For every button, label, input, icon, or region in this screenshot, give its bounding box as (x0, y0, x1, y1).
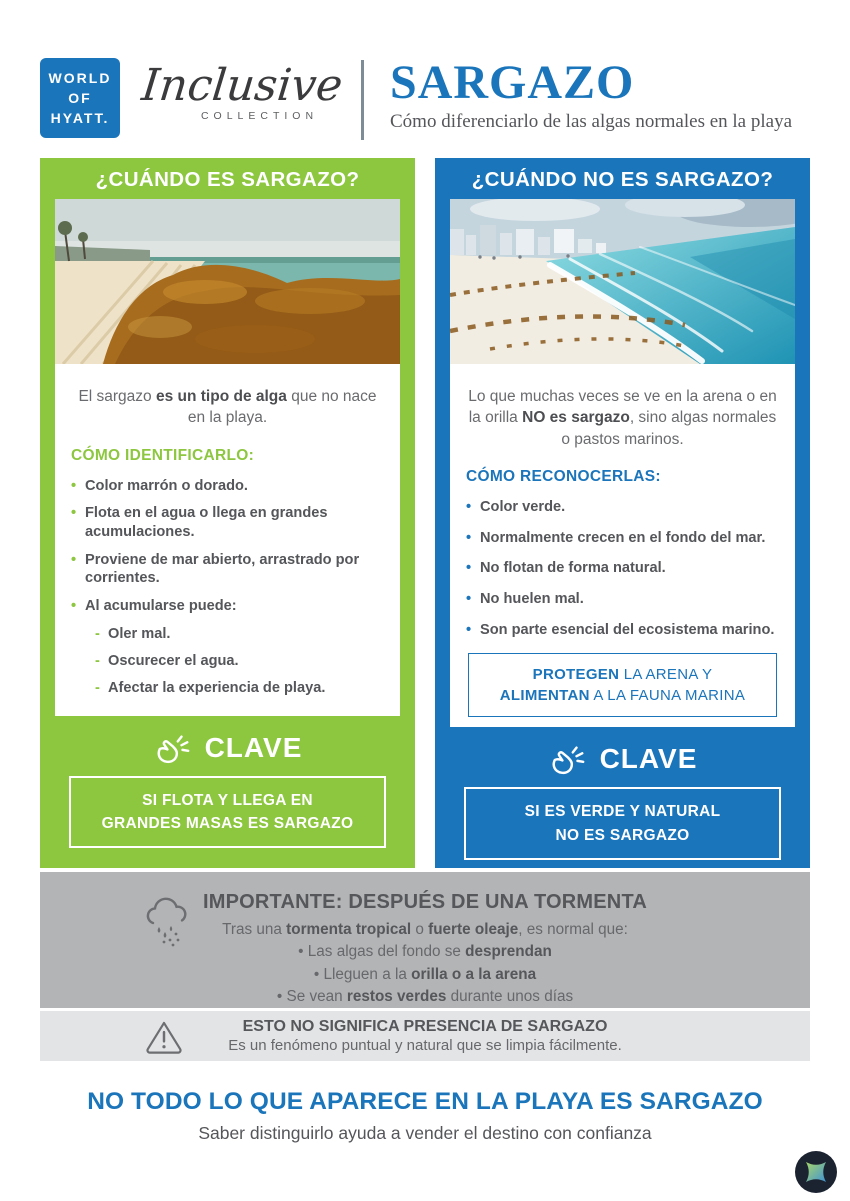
key-line: SI ES VERDE Y NATURAL (524, 803, 721, 821)
list-item: • Proviene de mar abierto, arrastrado por corrientes. (71, 551, 384, 588)
finger-snap-icon (548, 742, 590, 776)
inclusive-script-text: Inclusive (139, 60, 346, 111)
storm-lead: Tras una tormenta tropical o fuerte oleaje, es normal que: (222, 921, 628, 938)
no-sargazo-clave-row (450, 742, 795, 776)
storm-title: IMPORTANTE: DESPUÉS DE UNA TORMENTA (202, 891, 648, 913)
page-title: SARGAZO (390, 56, 635, 109)
logo-line: OF (68, 89, 92, 106)
benefit-line: PROTEGEN LA ARENA Y (532, 666, 713, 684)
footer (0, 1088, 850, 1144)
list-item: • Son parte esencial del ecosistema marino. (466, 621, 779, 640)
sargazo-clave-row (55, 731, 400, 765)
notice-section (40, 1011, 810, 1061)
sargassum-beach-illustration (55, 199, 400, 364)
footer-title: NO TODO LO QUE APARECE EN LA PLAYA ES SARGAZO (87, 1088, 763, 1115)
no-sargazo-panel-content (450, 364, 795, 727)
key-line: NO ES SARGAZO (555, 826, 690, 844)
header-divider (361, 60, 364, 140)
sargazo-panel-title: ¿CUÁNDO ES SARGAZO? (95, 168, 360, 191)
list-item: • No huelen mal. (466, 590, 779, 609)
clave-label: CLAVE (204, 731, 303, 763)
sargazo-panel-content (55, 364, 400, 716)
storm-item: • Las algas del fondo se desprendan (298, 943, 552, 961)
rain-cloud-icon (140, 894, 196, 955)
footer-subtitle: Saber distinguirlo ayuda a vender el destino con confianza (198, 1123, 652, 1143)
world-of-hyatt-logo (40, 58, 120, 138)
list-item: • Normalmente crecen en el fondo del mar. (466, 529, 779, 548)
list-item: - Oler mal. (95, 625, 384, 644)
no-sargazo-bullet-list (466, 498, 779, 639)
clean-beach-illustration (450, 199, 795, 364)
clean-beach-photo (450, 199, 795, 364)
benefit-box (468, 653, 777, 717)
list-item: - Oscurecer el agua. (95, 652, 384, 671)
list-item: • Color marrón o dorado. (71, 477, 384, 496)
sargazo-section-label: CÓMO IDENTIFICARLO: (71, 446, 255, 464)
comparison-panels (40, 158, 810, 868)
list-item: • Color verde. (466, 498, 779, 517)
no-sargazo-panel-title: ¿CUÁNDO NO ES SARGAZO? (471, 168, 774, 191)
logo-line: WORLD (48, 69, 112, 86)
no-sargazo-panel (435, 158, 810, 868)
sargazo-key-box (69, 776, 386, 849)
no-sargazo-key-box (464, 787, 781, 860)
notice-title: ESTO NO SIGNIFICA PRESENCIA DE SARGAZO (242, 1018, 608, 1035)
page-subtitle: Cómo diferenciarlo de las algas normales en la playa (390, 111, 793, 133)
sargassum-beach-photo (55, 199, 400, 364)
header (40, 58, 810, 140)
list-item: • Al acumularse puede: (71, 597, 384, 616)
key-line: GRANDES MASAS ES SARGAZO (101, 814, 354, 832)
clave-label: CLAVE (599, 743, 698, 775)
list-item: • No flotan de forma natural. (466, 559, 779, 578)
list-item: - Afectar la experiencia de playa. (95, 679, 384, 698)
no-sargazo-section-label: CÓMO RECONOCERLAS: (466, 468, 661, 486)
star-badge-icon (793, 1149, 839, 1195)
warning-triangle-icon (144, 1018, 184, 1059)
collection-label: COLLECTION (200, 110, 319, 122)
sargazo-panel (40, 158, 415, 868)
sargazo-sub-list (95, 625, 384, 698)
storm-section (40, 872, 810, 1008)
notice-subtitle: Es un fenómeno puntual y natural que se limpia fácilmente. (228, 1037, 622, 1054)
list-item: • Flota en el agua o llega en grandes acumulaciones. (71, 504, 384, 541)
title-block (390, 58, 792, 133)
key-line: SI FLOTA Y LLEGA EN (142, 791, 313, 809)
finger-snap-icon (153, 731, 195, 765)
no-sargazo-intro: Lo que muchas veces se ve en la arena o en la orilla NO es sargazo, sino algas normales o pastos marinos. (468, 388, 777, 448)
storm-item: • Lleguen a la orilla o a la arena (313, 965, 537, 983)
sargazo-bullet-list (71, 477, 384, 616)
benefit-line: ALIMENTAN A LA FAUNA MARINA (499, 687, 746, 705)
inclusive-collection-logo (139, 58, 346, 122)
storm-item: • Se vean restos verdes durante unos días (276, 988, 574, 1006)
sargazo-intro: El sargazo es un tipo de alga que no nace en la playa. (78, 388, 377, 427)
logo-line: HYATT. (50, 110, 110, 127)
